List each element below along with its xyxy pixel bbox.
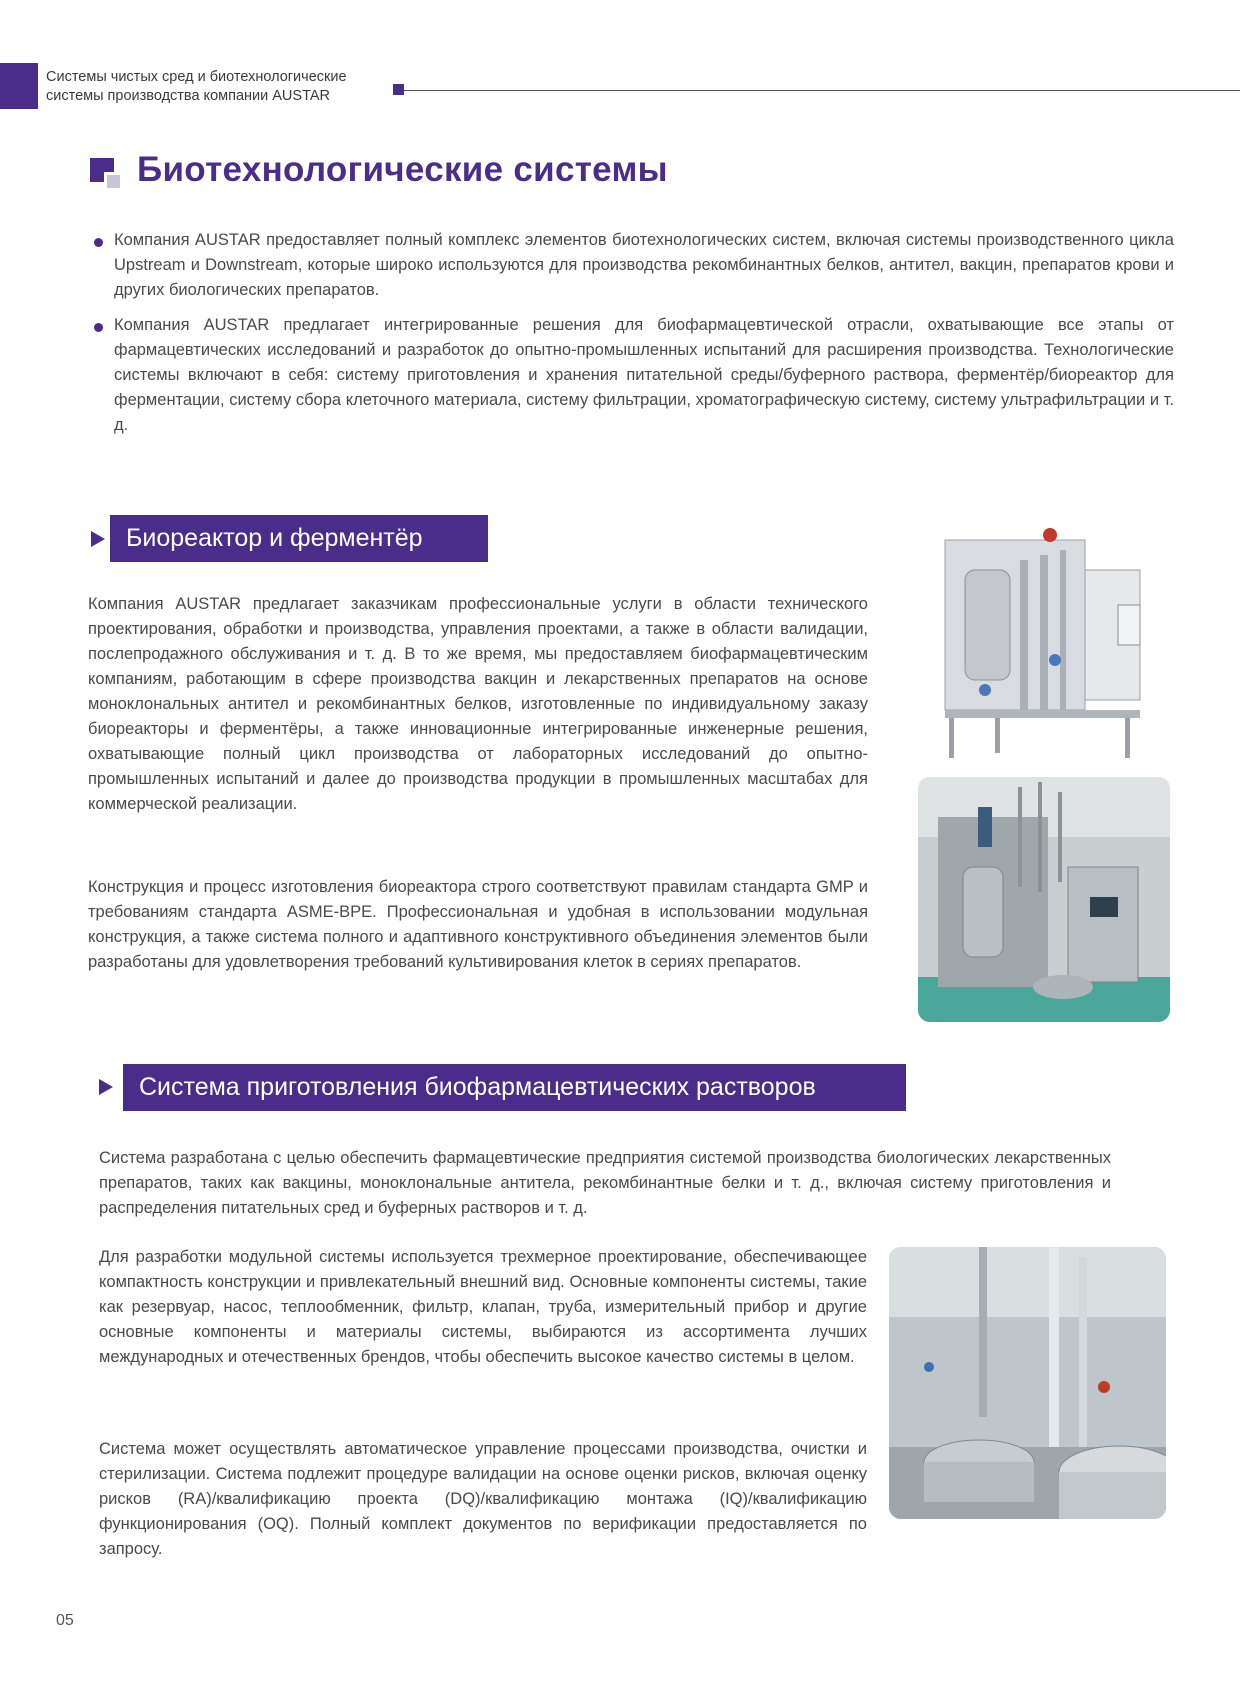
intro-bullet-list — [92, 228, 1174, 448]
running-header — [46, 68, 347, 106]
section-1-paragraph-2: Конструкция и процесс изготовления биореактора строго соответствуют правилам стандарта GMP и требованиям стандарта ASME-BPE. Профессиональная и удобная в использовании модульная конструкция, а также система полного и адаптивного конструктивного объединения элементов были разработаны для удовлетворения требований культивирования клеток в сериях препаратов. — [88, 878, 868, 971]
solution-preparation-tanks-photo — [889, 1247, 1166, 1519]
header-rule — [404, 90, 1240, 91]
page-number: 05 — [56, 1612, 74, 1629]
section-1-paragraph-1: Компания AUSTAR предлагает заказчикам профессиональные услуги в области технического проектирования, обработки и производства, управления проектами, а также в области валидации, послепродажного обслуживания и т. д. В то же время, мы предоставляем биофармацевтическим компаниям, работающим в сфере производства вакцин и лекарственных препаратов на основе моноклональных антител и рекомбинантных белков, изготовленные по индивидуальному заказу биореакторы и ферментёры, а также инновационные интегрированные инженерные решения, охватывающие полный цикл производства от лабораторных исследований до опытно-промышленных испытаний и далее до производства продукции в промышленных масштабах для коммерческой реализации. — [88, 595, 868, 813]
section-2-paragraph-3: Система может осуществлять автоматическое управление процессами производства, очистки и стерилизации. Система подлежит процедуре валидации на основе оценки рисков, включая оценку рисков (RA)/квалификацию проекта (DQ)/квалификацию монтажа (IQ)/квалификацию функционирования (OQ). Полный комплект документов по верификации предоставляется по запросу. — [99, 1440, 867, 1558]
cleanroom-bioreactor-photo — [918, 777, 1170, 1022]
page-title: Биотехнологические системы — [137, 150, 668, 189]
section-2-paragraph-1: Система разработана с целью обеспечить фармацевтические предприятия системой производства биологических лекарственных препаратов, таких как вакцины, моноклональные антитела, рекомбинантные белки и т. д., включая систему приготовления и распределения питательных сред и буферных растворов и т. д. — [99, 1149, 1111, 1217]
running-header-line-1: Системы чистых сред и биотехнологические — [46, 69, 347, 85]
section-2-heading: Система приготовления биофармацевтических растворов — [123, 1064, 906, 1111]
section-2-arrow-icon — [99, 1079, 113, 1095]
section-2-paragraph-2: Для разработки модульной системы используется трехмерное проектирование, обеспечивающее компактность конструкции и привлекательный внешний вид. Основные компоненты системы, такие как резервуар, насос, теплообменник, фильтр, клапан, труба, измерительный прибор и другие основные компоненты и материалы системы, выбираются из ассортимента лучших международных и отечественных брендов, чтобы обеспечить высокое качество системы в целом. — [99, 1248, 867, 1366]
section-1-arrow-icon — [91, 531, 105, 547]
intro-bullet-2: Компания AUSTAR предлагает интегрированные решения для биофармацевтической отрасли, охватывающие все этапы от фармацевтических исследований и разработок до опытно-промышленных испытаний для расширения производства. Технологические системы включают в себя: систему приготовления и хранения питательной среды/буферного раствора, ферментёр/биореактор для ферментации, систему сбора клеточного материала, систему фильтрации, хроматографическую систему, систему ультрафильтрации и т. д. — [92, 313, 1174, 438]
title-square-icon — [90, 158, 120, 188]
section-1-heading: Биореактор и ферментёр — [110, 515, 488, 562]
intro-bullet-1: Компания AUSTAR предоставляет полный комплекс элементов биотехнологических систем, включая системы производственного цикла Upstream и Downstream, которые широко используются для производства рекомбинантных белков, антител, вакцин, препаратов крови и других биологических препаратов. — [92, 228, 1174, 303]
header-line-marker — [393, 84, 404, 95]
header-accent-block — [0, 63, 38, 109]
running-header-line-2: системы производства компании AUSTAR — [46, 88, 330, 104]
bioreactor-equipment-photo — [935, 510, 1150, 765]
